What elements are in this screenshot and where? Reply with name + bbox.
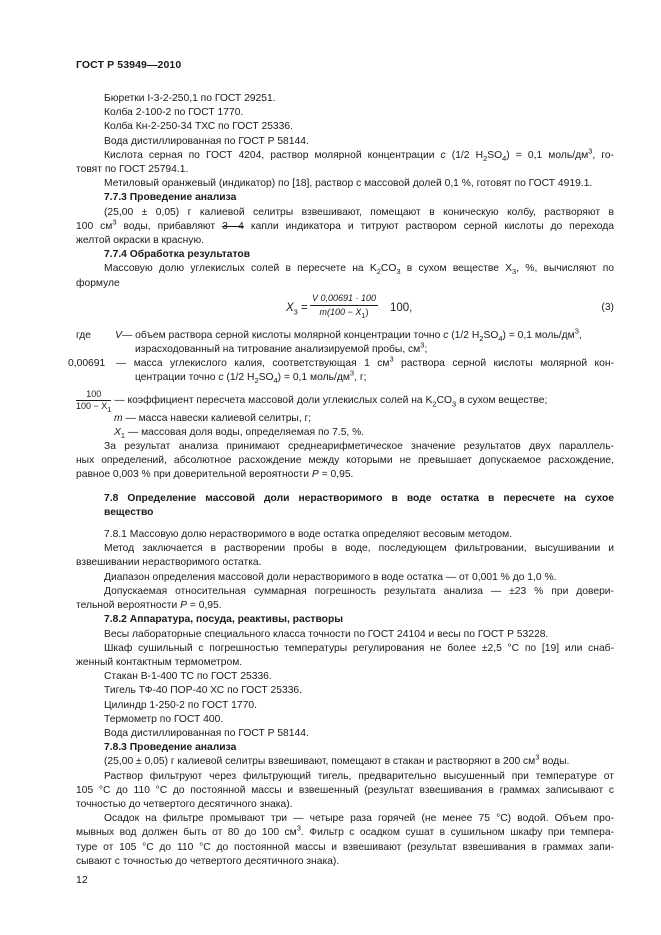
paragraph: сывают с точностью до четвертого десятичного знака). bbox=[76, 855, 340, 867]
equipment-line: Термометр по ГОСТ 400. bbox=[104, 713, 224, 725]
section-7-7-3-title: 7.7.3 Проведение анализа bbox=[104, 192, 237, 204]
equipment-line: Бюретки I-3-2-250,1 по ГОСТ 29251. bbox=[104, 93, 276, 104]
paragraph: равное 0,003 % при доверительной вероятности P = 0,95. bbox=[76, 469, 354, 481]
paragraph: тельной вероятности P = 0,95. bbox=[76, 600, 222, 612]
page-number: 12 bbox=[76, 874, 88, 886]
paragraph: 105 °С до 110 °С до постоянной массы и взвешенный (результат взвешивания в граммах записывают с bbox=[76, 784, 614, 796]
paragraph: Осадок на фильтре промывают три — четыре раза горячей (не менее 75 °С) водой. Объем про- bbox=[104, 813, 614, 825]
paragraph: женный контактным термометром. bbox=[76, 656, 243, 668]
paragraph: точностью до четвертого десятичного знака). bbox=[76, 798, 293, 810]
formula-tail: 100, bbox=[390, 301, 413, 314]
legend-where: где bbox=[76, 329, 92, 341]
equipment-line: Вода дистиллированная по ГОСТ Р 58144. bbox=[104, 727, 309, 739]
section-7-8-2-title: 7.8.2 Аппаратура, посуда, реактивы, растворы bbox=[104, 614, 344, 626]
equipment-line: Колба 2-100-2 по ГОСТ 1770. bbox=[104, 107, 244, 119]
equipment-line: Колба Кн-2-250-34 ТХС по ГОСТ 25336. bbox=[104, 121, 293, 133]
coefficient-fraction: $\frac{100}{100 - X_1}$ bbox=[76, 388, 112, 414]
sulfuric-acid-line-cont: товят по ГОСТ 25794.1. bbox=[76, 164, 189, 176]
paragraph: мывных вод должен быть от 80 до 100 $см^3$. Фильтр с осадком сушат в сушильном шкафу при темпера- bbox=[76, 823, 614, 839]
paragraph: туре от 105 °С до 110 °С до постоянной массы и взвешивают (результат взвешивания в граммах запи- bbox=[76, 841, 614, 853]
paragraph: взвешивании нерастворимого остатка. bbox=[76, 557, 262, 569]
paragraph: Массовую долю углекислых солей в пересчете на $K_2CO_3$ в сухом веществе $X_3$, %, вычисляют по bbox=[104, 263, 615, 277]
section-7-7-4-title: 7.7.4 Обработка результатов bbox=[104, 249, 251, 261]
paragraph: (25,00 ± 0,05) г калиевой селитры взвешивают, помещают в стакан и растворяют в 200 $см^3$ воды. bbox=[104, 752, 570, 768]
legend-symbol: 0,00691 bbox=[68, 358, 106, 370]
legend-x1: $X_1$ — массовая доля воды, определяемая по 7.5, %. bbox=[114, 426, 365, 440]
paragraph: 100 $см^3$ воды, прибавляют 3—4 капли индикатора и титруют раствором серной кислоты до перехода bbox=[76, 217, 614, 232]
sulfuric-acid-line: Кислота серная по ГОСТ 4204, раствор молярной концентрации c (1/2 $H_2SO_4) = 0,1$ моль/$дм^3$, го- bbox=[104, 146, 614, 163]
legend-coefficient: $\frac{100}{100 - X_1}$ — коэффициент пересчета массовой доли углекислых солей на $K_2CO_3$ в сухом веществе; bbox=[76, 388, 548, 414]
legend-symbol: V bbox=[115, 329, 122, 341]
formula-fraction: $\frac{V 0,00691 \cdot 100}{m(100 - X_1)}$ bbox=[312, 292, 377, 320]
formula-3 bbox=[76, 291, 614, 329]
paragraph: желтой окраски в красную. bbox=[76, 235, 205, 247]
paragraph: ных определений, абсолютное расхождение между которыми не превышает допускаемое расхождение, bbox=[76, 455, 614, 467]
methyl-orange-line: Метиловый оранжевый (индикатор) по [18], раствор с массовой долей 0,1 %, готовят по ГОСТ 4919.1. bbox=[104, 178, 593, 190]
equipment-line: Стакан В-1-400 ТС по ГОСТ 25336. bbox=[104, 671, 272, 683]
paragraph: Метод заключается в растворении пробы в воде, последующем фильтровании, высушивании и bbox=[104, 543, 614, 555]
equipment-line: Вода дистиллированная по ГОСТ Р 58144. bbox=[104, 135, 309, 147]
legend-m: m — масса навески калиевой селитры, г; bbox=[114, 412, 312, 424]
paragraph: Допускаемая относительная суммарная погрешность результата анализа — ±23 % при довери- bbox=[104, 585, 614, 597]
section-7-8-title: 7.8 Определение массовой доли нерастворимого в воде остатка в пересчете на сухое вещество bbox=[104, 492, 614, 518]
paragraph: За результат анализа принимают среднеарифметическое значение результатов двух параллель- bbox=[104, 441, 614, 453]
paragraph: формуле bbox=[76, 277, 120, 289]
section-7-8-3-title: 7.8.3 Проведение анализа bbox=[104, 742, 237, 754]
legend-v: где V — объем раствора серной кислоты молярной концентрации точно c (1/2 $H_2SO_4) = 0,1$ моль/$дм^3$, израсходованный на титрование анализируемой пробы, $см^3$; bbox=[76, 326, 582, 356]
paragraph: Шкаф сушильный с погрешностью температуры регулирования не более ±2,5 °С по [19] или снаб- bbox=[104, 642, 614, 654]
legend-k: 0,00691 — масса углекислого калия, соответствующая 1 $см^3$ раствора серной кислоты молярной кон- центрации точно c (1/2 $H_2SO_4) = 0,1$ моль/$дм^3$, г; bbox=[68, 354, 615, 386]
paragraph: Диапазон определения массовой доли нерастворимого в воде остатка — от 0,001 % до 1,0 %. bbox=[104, 571, 557, 583]
formula-number: (3) bbox=[601, 301, 614, 313]
paragraph: 7.8.1 Массовую долю нерастворимого в воде остатка определяют весовым методом. bbox=[104, 529, 513, 541]
formula-lhs: $X_3$ = bbox=[286, 301, 308, 317]
document-code-header: ГОСТ Р 53949—2010 bbox=[76, 59, 182, 71]
paragraph: Весы лабораторные специального класса точности по ГОСТ 24104 и весы по ГОСТ Р 53228. bbox=[104, 628, 549, 640]
equipment-line: Тигель ТФ-40 ПОР-40 ХС по ГОСТ 25336. bbox=[104, 685, 303, 697]
document-body bbox=[68, 92, 615, 869]
paragraph: Раствор фильтруют через фильтрующий тигель, предварительно высушенный при температуре от bbox=[104, 770, 614, 782]
paragraph: (25,00 ± 0,05) г калиевой селитры взвешивают, помещают в коническую колбу, растворяют в bbox=[104, 206, 614, 218]
equipment-line: Цилиндр 1-250-2 по ГОСТ 1770. bbox=[104, 699, 257, 711]
